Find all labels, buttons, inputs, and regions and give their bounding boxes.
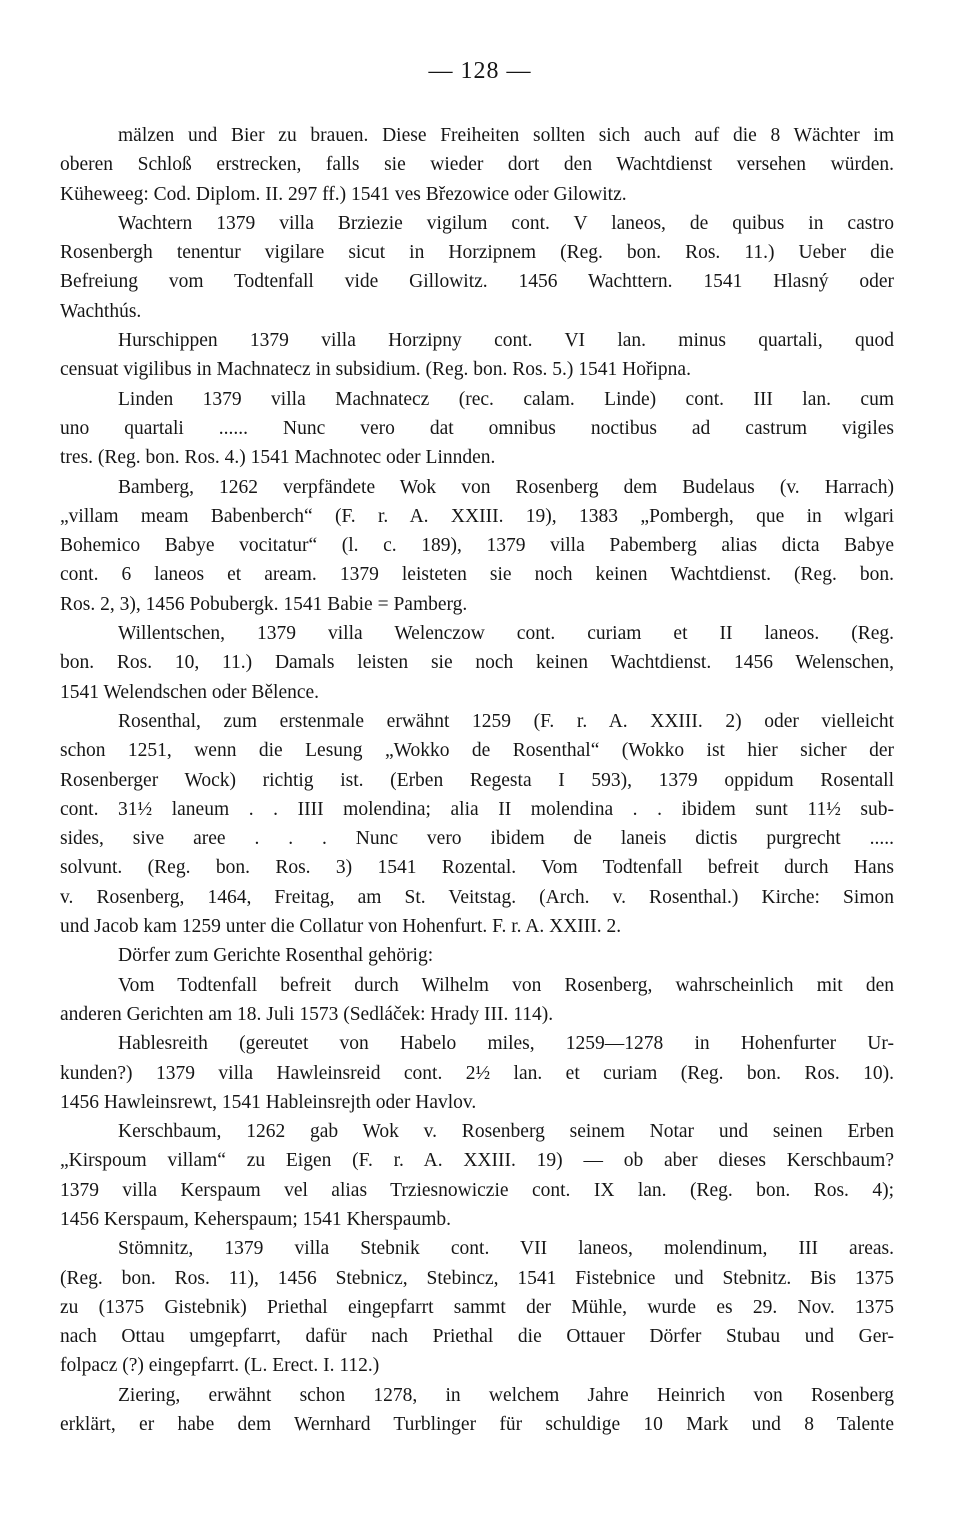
text-line: zu (1375 Gistebnik) Priethal eingepfarrt sammt der Mühle, wurde es 29. Nov. 1375	[60, 1296, 894, 1318]
paragraph	[60, 473, 894, 619]
text-line: Rosenbergh tenentur vigilare sicut in Horzipnem (Reg. bon. Ros. 11.) Ueber die	[60, 242, 894, 264]
text-line: erklärt, er habe dem Wernhard Turblinger für schuldige 10 Mark und 8 Talente	[60, 1414, 894, 1436]
paragraph	[60, 707, 894, 941]
text-line: v. Rosenberg, 1464, Freitag, am St. Veitstag. (Arch. v. Rosenthal.) Kirche: Simon	[60, 886, 894, 908]
text-line: Bamberg, 1262 verpfändete Wok von Rosenberg dem Budelaus (v. Harrach)	[118, 476, 894, 498]
text-line: Dörfer zum Gerichte Rosenthal gehörig:	[118, 945, 434, 967]
text-line: cont. 6 laneos et aream. 1379 leisteten sie noch keinen Wachtdienst. (Reg. bon.	[60, 564, 894, 586]
text-line: cont. 31½ laneum . . IIII molendina; alia II molendina . . ibidem sunt 11½ sub-	[60, 798, 894, 820]
body-text	[60, 121, 894, 1439]
text-line: Rosenthal, zum erstenmale erwähnt 1259 (F. r. A. XXIII. 2) oder vielleicht	[118, 710, 894, 732]
text-line: anderen Gerichten am 18. Juli 1573 (Sedláček: Hrady III. 114).	[60, 1003, 554, 1025]
text-line: „villam meam Babenberch“ (F. r. A. XXIII. 19), 1383 „Pombergh, que in wlgari	[60, 505, 894, 527]
text-line: 1456 Kerspaum, Keherspaum; 1541 Kherspaumb.	[60, 1208, 451, 1230]
text-line: Vom Todtenfall befreit durch Wilhelm von Rosenberg, wahrscheinlich mit den	[118, 974, 894, 996]
paragraph	[60, 1234, 894, 1380]
text-line: sides, sive aree . . . Nunc vero ibidem de laneis dictis purgrecht .....	[60, 828, 894, 850]
text-line: Hablesreith (gereutet von Habelo miles, 1259—1278 in Hohenfurter Ur-	[118, 1033, 894, 1055]
text-line: tres. (Reg. bon. Ros. 4.) 1541 Machnotec oder Linnden.	[60, 447, 496, 469]
text-line: uno quartali ...... Nunc vero dat omnibus noctibus ad castrum vigiles	[60, 417, 894, 439]
text-line: Linden 1379 villa Machnatecz (rec. calam. Linde) cont. III lan. cum	[118, 388, 894, 410]
text-line: Willentschen, 1379 villa Welenczow cont. curiam et II laneos. (Reg.	[118, 623, 894, 645]
paragraph	[60, 1381, 894, 1440]
page-number: — 128 —	[428, 58, 532, 84]
text-line: Stömnitz, 1379 villa Stebnik cont. VII laneos, molendinum, III areas.	[118, 1238, 894, 1260]
text-line: (Reg. bon. Ros. 11), 1456 Stebnicz, Stebincz, 1541 Fistebnice und Stebnitz. Bis 1375	[60, 1267, 894, 1289]
text-line: und Jacob kam 1259 unter die Collatur von Hohenfurt. F. r. A. XXIII. 2.	[60, 916, 622, 938]
paragraph	[60, 385, 894, 473]
paragraph	[60, 1029, 894, 1117]
text-line: Wachtern 1379 villa Brziezie vigilum cont. V laneos, de quibus in castro	[118, 212, 894, 234]
paragraph	[60, 971, 894, 1030]
text-line: kunden?) 1379 villa Hawleinsreid cont. 2½ lan. et curiam (Reg. bon. Ros. 10).	[60, 1062, 894, 1084]
text-line: Befreiung vom Todtenfall vide Gillowitz. 1456 Wachttern. 1541 Hlasný oder	[60, 271, 894, 293]
text-line: Bohemico Babye vocitatur“ (l. c. 189), 1379 villa Pabemberg alias dicta Babye	[60, 535, 894, 557]
text-line: censuat vigilibus in Machnatecz in subsidium. (Reg. bon. Ros. 5.) 1541 Hořipna.	[60, 359, 691, 381]
text-line: Wachthús.	[60, 300, 142, 322]
text-line: 1541 Welendschen oder Bělence.	[60, 681, 320, 703]
paragraph	[60, 326, 894, 385]
text-line: 1456 Hawleinsrewt, 1541 Hableinsrejth oder Havlov.	[60, 1091, 477, 1113]
text-line: bon. Ros. 10, 11.) Damals leisten sie noch keinen Wachtdienst. 1456 Welenschen,	[60, 652, 894, 674]
text-line: Rosenberger Wock) richtig ist. (Erben Regesta I 593), 1379 oppidum Rosentall	[60, 769, 894, 791]
text-line: folpacz (?) eingepfarrt. (L. Erect. I. 112.)	[60, 1355, 380, 1377]
text-line: Küheweeg: Cod. Diplom. II. 297 ff.) 1541 ves Březowice oder Gilowitz.	[60, 183, 627, 205]
paragraph	[60, 209, 894, 326]
paragraph	[60, 619, 894, 707]
text-line: Ziering, erwähnt schon 1278, in welchem Jahre Heinrich von Rosenberg	[118, 1384, 894, 1406]
text-line: 1379 villa Kerspaum vel alias Trziesnowiczie cont. IX lan. (Reg. bon. Ros. 4);	[60, 1179, 894, 1201]
paragraph	[60, 1117, 894, 1234]
text-line: mälzen und Bier zu brauen. Diese Freiheiten sollten sich auch auf die 8 Wächter im	[118, 125, 894, 146]
text-line: Hurschippen 1379 villa Horzipny cont. VI lan. minus quartali, quod	[118, 330, 894, 352]
text-line: „Kirspoum villam“ zu Eigen (F. r. A. XXIII. 19) — ob aber dieses Kerschbaum?	[60, 1150, 894, 1172]
text-line: solvunt. (Reg. bon. Ros. 3) 1541 Rozental. Vom Todtenfall befreit durch Hans	[60, 857, 894, 879]
text-line: Ros. 2, 3), 1456 Pobubergk. 1541 Babie = Pamberg.	[60, 593, 468, 615]
text-line: nach Ottau umgepfarrt, dafür nach Priethal die Ottauer Dörfer Stubau und Ger-	[60, 1326, 894, 1348]
text-line: Kerschbaum, 1262 gab Wok v. Rosenberg seinem Notar und seinen Erben	[118, 1121, 894, 1143]
paragraph	[60, 121, 894, 209]
paragraph	[60, 941, 894, 970]
text-line: oberen Schloß erstrecken, falls sie wieder dort den Wachtdienst versehen würden.	[60, 154, 894, 176]
text-line: schon 1251, wenn die Lesung „Wokko de Rosenthal“ (Wokko ist hier sicher der	[60, 740, 894, 762]
